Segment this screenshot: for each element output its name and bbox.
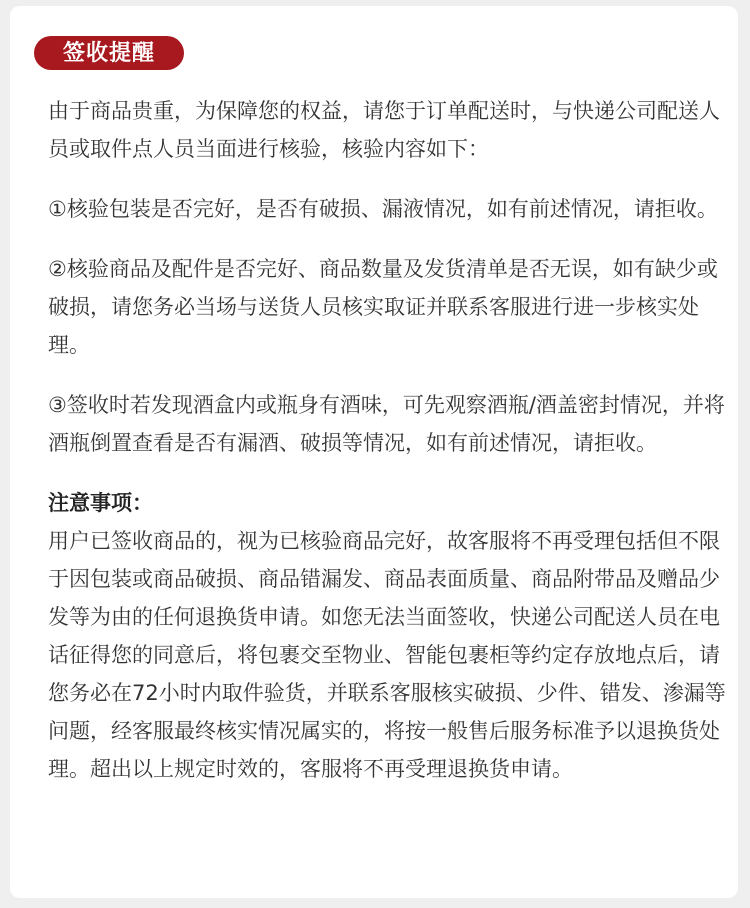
reminder-content	[48, 92, 728, 788]
intro-paragraph: 由于商品贵重，为保障您的权益，请您于订单配送时，与快递公司配送人员或取件点人员当面进行核验，核验内容如下：	[48, 99, 720, 161]
sign-reminder-badge: 签收提醒	[34, 36, 184, 70]
check-item-2: ②核验商品及配件是否完好、商品数量及发货清单是否无误，如有缺少或破损，请您务必当场与送货人员核实取证并联系客服进行进一步核实处理。	[48, 257, 718, 357]
notice-body: 用户已签收商品的，视为已核验商品完好，故客服将不再受理包括但不限于因包装或商品破损、商品错漏发、商品表面质量、商品附带品及赠品少发等为由的任何退换货申请。如您无法当面签收，快递公司配送人员在电话征得您的同意后，将包裹交至物业、智能包裹柜等约定存放地点后，请您务必在72小时内取件验货，并联系客服核实破损、少件、错发、渗漏等问题，经客服最终核实情况属实的，将按一般售后服务标准予以退换货处理。超出以上规定时效的，客服将不再受理退换货申请。	[48, 529, 726, 781]
check-item-3: ③签收时若发现酒盒内或瓶身有酒味，可先观察酒瓶/酒盖密封情况，并将酒瓶倒置查看是否有漏酒、破损等情况，如有前述情况，请拒收。	[48, 393, 725, 455]
notice-title: 注意事项：	[48, 491, 153, 515]
check-item-1: ①核验包装是否完好，是否有破损、漏液情况，如有前述情况，请拒收。	[48, 197, 718, 221]
reminder-card	[10, 6, 738, 898]
